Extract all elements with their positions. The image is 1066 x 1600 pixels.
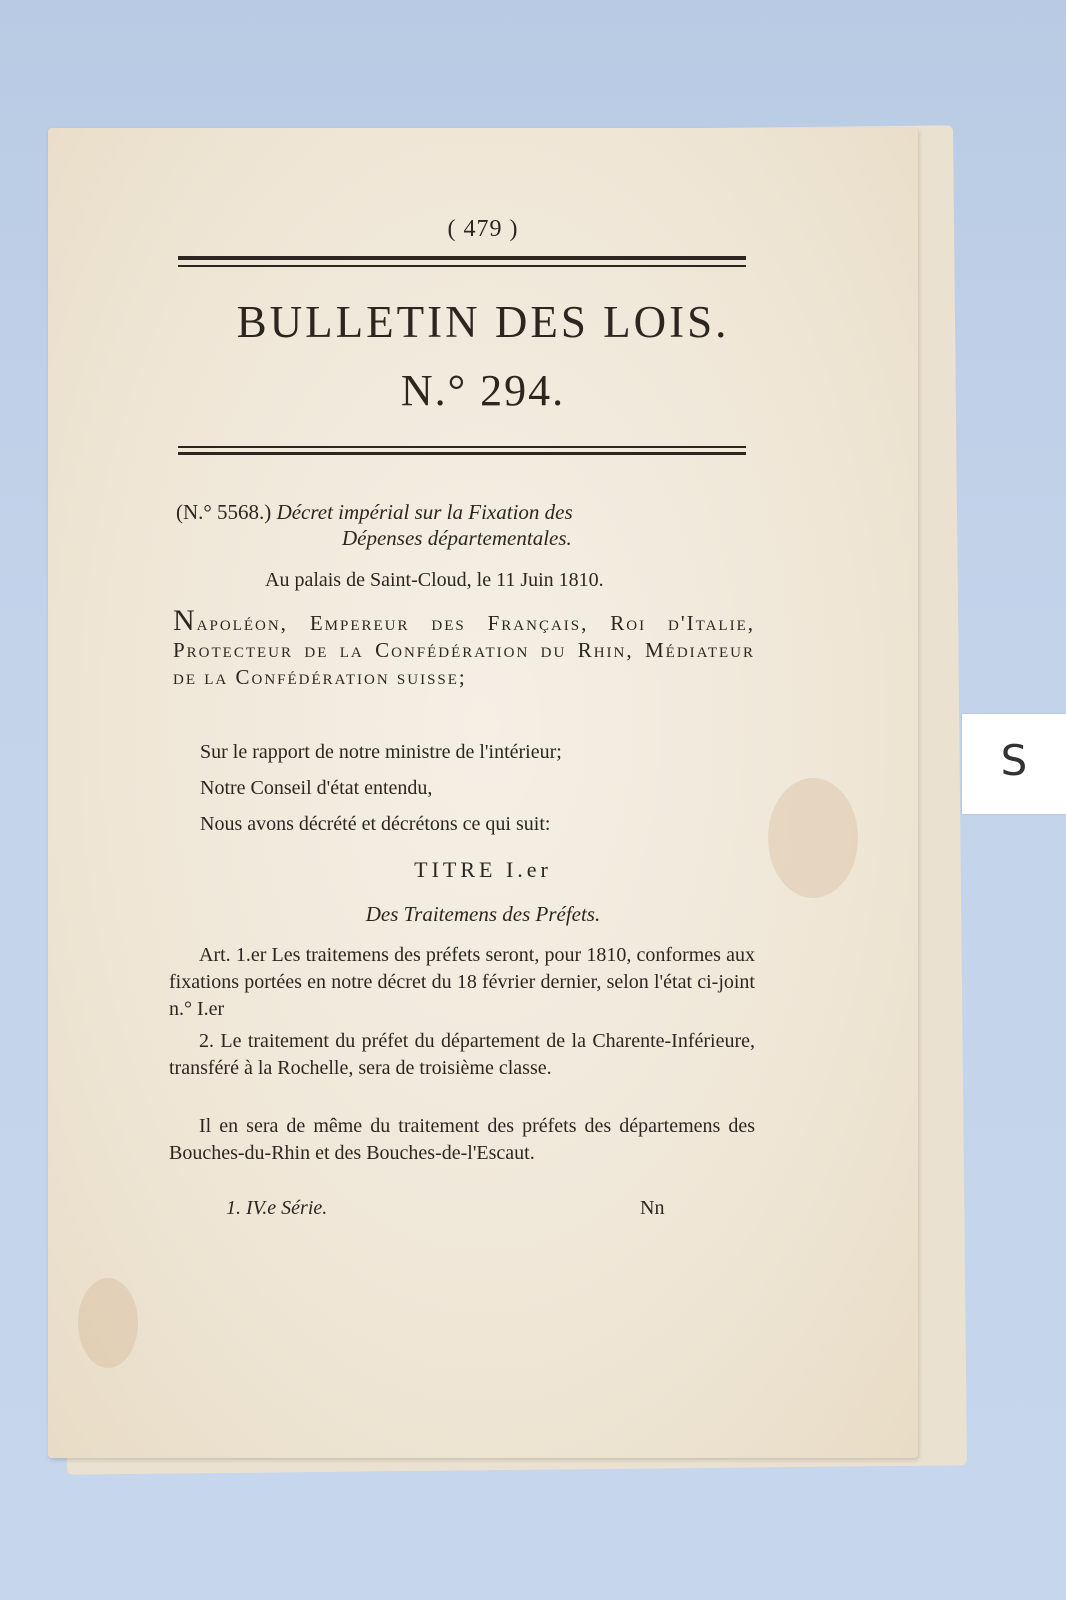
decree-number: (N.° 5568.) — [176, 500, 272, 524]
decree-title-line1: Décret impérial sur la Fixation des — [276, 500, 573, 524]
titre-subtitle: Des Traitemens des Préfets. — [365, 902, 601, 926]
preamble — [173, 604, 755, 691]
place-date: Au palais de Saint-Cloud, le 11 Juin 1810. — [265, 569, 604, 591]
signature-mark: 1. IV.e Série. — [226, 1197, 328, 1219]
middle-double-rule — [178, 446, 746, 455]
sticker-letter: S — [1000, 736, 1028, 785]
top-double-rule — [178, 256, 746, 267]
consideration-2: Notre Conseil d'état entendu, — [200, 777, 433, 799]
article-2: 2. Le traitement du préfet du département de la Charente-Inférieure, transféré à la Rochelle, sera de troisième classe. — [169, 1030, 755, 1079]
article-2-continuation: Il en sera de même du traitement des préfets des départemens des Bouches-du-Rhin et des Bouches-de-l'Escaut. — [169, 1115, 755, 1164]
page-number: ( 479 ) — [447, 216, 519, 242]
consideration-3: Nous avons décrété et décrétons ce qui suit: — [200, 813, 551, 835]
decree-heading — [176, 498, 573, 526]
gathering-mark: Nn — [640, 1197, 665, 1219]
foxing-stain — [78, 1278, 138, 1368]
preamble-text: apoléon, Empereur des Français, Roi d'Italie, Protecteur de la Confédération du Rhin, Médiateur de la Confédération suisse; — [173, 611, 755, 689]
article-1: Art. 1.er Les traitemens des préfets seront, pour 1810, conformes aux fixations portées en notre décret du 18 février dernier, selon l'état ci-joint n.° I.er — [169, 944, 755, 1020]
consideration-1: Sur le rapport de notre ministre de l'intérieur; — [200, 741, 562, 763]
sticker-label — [962, 714, 1066, 814]
preamble-initial: N — [173, 604, 197, 637]
document-page — [48, 128, 918, 1458]
titre-heading: TITRE I.er — [414, 857, 552, 882]
masthead-title: BULLETIN DES LOIS. — [236, 297, 730, 347]
issue-number: N.° 294. — [400, 366, 566, 415]
decree-title-line2: Dépenses départementales. — [342, 526, 572, 550]
